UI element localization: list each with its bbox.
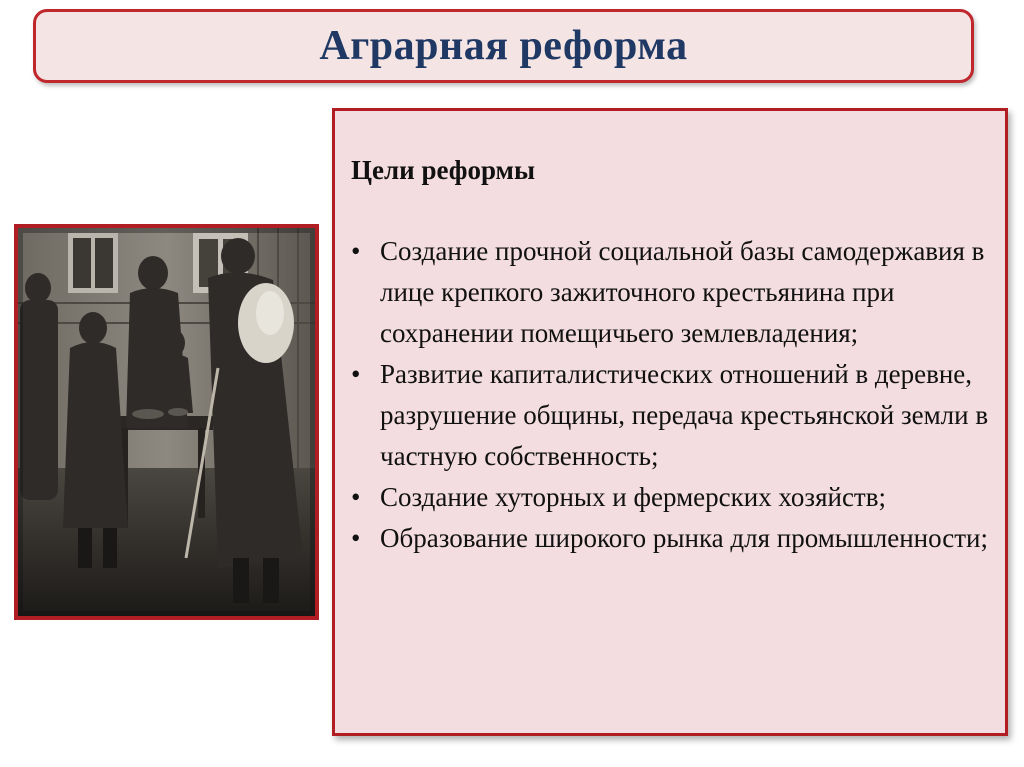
list-item-text: Образование широкого рынка для промышленности; [380, 523, 989, 553]
title-banner [33, 9, 974, 83]
list-item [351, 231, 1001, 354]
list-item [351, 477, 1001, 518]
list-item [351, 518, 1001, 559]
goals-list [351, 231, 1001, 559]
photo-image [18, 228, 315, 616]
bullet-icon: • [351, 523, 361, 553]
bullet-icon: • [351, 236, 361, 266]
historical-photo [14, 224, 319, 620]
bullet-icon: • [351, 359, 361, 389]
bullet-icon: • [351, 482, 361, 512]
list-item [351, 354, 1001, 477]
goals-heading: Цели реформы [351, 155, 536, 185]
list-item-text: Развитие капиталистических отношений в деревне, разрушение общины, передача крестьянской земли в частную собственность; [380, 359, 989, 471]
list-item-text: Создание прочной социальной базы самодержавия в лице крепкого зажиточного крестьянина при сохранении помещичьего землевладения; [380, 236, 985, 348]
list-item-text: Создание хуторных и фермерских хозяйств; [380, 482, 886, 512]
goals-panel [332, 108, 1008, 736]
slide-title: Аграрная реформа [319, 23, 688, 69]
